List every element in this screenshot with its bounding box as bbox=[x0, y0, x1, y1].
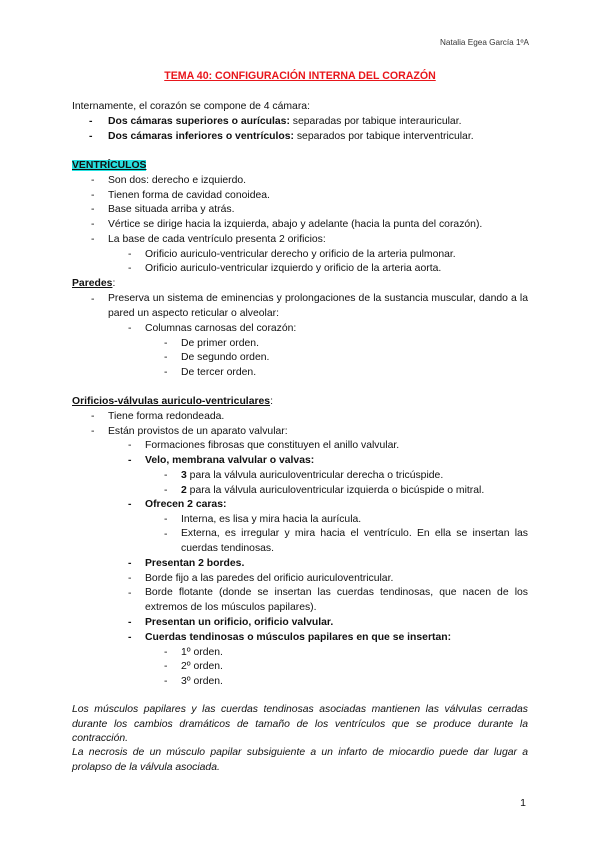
list-subitem: Orificio auriculo-ventricular derecho y orificio de la arteria pulmonar. bbox=[145, 249, 456, 260]
list-item: Tiene forma redondeada. bbox=[108, 411, 225, 422]
order-item: Interna, es lisa y mira hacia la aurícula. bbox=[181, 514, 362, 525]
dash: - bbox=[128, 573, 132, 584]
page-number: 1 bbox=[520, 797, 526, 809]
order-item: 3 para la válvula auriculoventricular derecha o tricúspide. bbox=[181, 470, 444, 481]
list-item: Tienen forma de cavidad conoidea. bbox=[108, 190, 270, 201]
dash: - bbox=[91, 426, 95, 437]
list-item: Dos cámaras inferiores o ventrículos: separados por tabique interventricular. bbox=[108, 131, 474, 142]
list-item: Son dos: derecho e izquierdo. bbox=[108, 175, 247, 186]
list-item: Base situada arriba y atrás. bbox=[108, 204, 235, 215]
order-item: Externa, es irregular y mira hacia el ventrículo. En ella se insertan las cuerdas tendinosas. bbox=[181, 528, 528, 554]
dash: - bbox=[164, 485, 168, 496]
dash: - bbox=[164, 338, 168, 349]
page-title: TEMA 40: CONFIGURACIÓN INTERNA DEL CORAZÓN bbox=[164, 70, 436, 82]
author-header: Natalia Egea García 1ºA bbox=[439, 38, 529, 47]
dash: - bbox=[164, 647, 168, 658]
dash: - bbox=[164, 661, 168, 672]
closing-paragraph-2: La necrosis de un músculo papilar subsiguiente a un infarto de miocardio puede dar lugar a prolapso de la válvula asociada. bbox=[72, 747, 528, 773]
dash: - bbox=[91, 294, 95, 305]
order-item: 1º orden. bbox=[181, 647, 223, 658]
dash: - bbox=[128, 440, 132, 451]
order-item: 2 para la válvula auriculoventricular izquierda o bicúspide o mitral. bbox=[181, 485, 485, 496]
order-item: De segundo orden. bbox=[181, 352, 270, 363]
dash: - bbox=[128, 263, 132, 274]
dash: - bbox=[128, 249, 132, 260]
dash: - bbox=[164, 676, 168, 687]
list-subitem: Borde fijo a las paredes del orificio auriculoventricular. bbox=[145, 573, 394, 584]
list-subitem: Presentan un orificio, orificio valvular. bbox=[145, 617, 334, 628]
dash: - bbox=[164, 352, 168, 363]
dash: - bbox=[128, 323, 132, 334]
dash: - bbox=[128, 588, 132, 599]
list-item: La base de cada ventrículo presenta 2 orificios: bbox=[108, 234, 326, 245]
section-heading-orificios: Orificios-válvulas auriculo-ventriculares: bbox=[72, 396, 273, 407]
section-heading-paredes: Paredes: bbox=[72, 278, 116, 289]
list-subitem: Cuerdas tendinosas o músculos papilares en que se insertan: bbox=[145, 632, 452, 643]
intro-text: Internamente, el corazón se compone de 4 cámara: bbox=[72, 101, 310, 112]
paredes-item: Preserva un sistema de eminencias y prolongaciones de la sustancia muscular, dando a la pared un aspecto reticular o alveolar: bbox=[108, 293, 528, 319]
dash: - bbox=[91, 219, 95, 230]
list-subitem: Formaciones fibrosas que constituyen el anillo valvular. bbox=[145, 440, 400, 451]
dash: - bbox=[128, 455, 132, 466]
order-item: De tercer orden. bbox=[181, 367, 257, 378]
closing-paragraph-1: Los músculos papilares y las cuerdas tendinosas asociadas mantienen las válvulas cerradas durante los cambios dramáticos de tamaño de los ventrículos que se produce durante la contracción. bbox=[72, 704, 528, 744]
dash: - bbox=[91, 175, 95, 186]
dash: - bbox=[89, 116, 93, 127]
dash: - bbox=[128, 617, 132, 628]
dash: - bbox=[91, 411, 95, 422]
list-subitem: Orificio auriculo-ventricular izquierdo y orificio de la arteria aorta. bbox=[145, 263, 442, 274]
dash: - bbox=[164, 529, 168, 540]
dash: - bbox=[91, 190, 95, 201]
dash: - bbox=[89, 131, 93, 142]
order-item: 3º orden. bbox=[181, 676, 223, 687]
list-subitem: Columnas carnosas del corazón: bbox=[145, 323, 297, 334]
list-subitem: Velo, membrana valvular o valvas: bbox=[145, 455, 315, 466]
section-heading-ventriculos: VENTRÍCULOS bbox=[72, 160, 147, 171]
order-item: De primer orden. bbox=[181, 338, 259, 349]
dash: - bbox=[164, 470, 168, 481]
dash: - bbox=[91, 234, 95, 245]
dash: - bbox=[128, 558, 132, 569]
list-subitem: Ofrecen 2 caras: bbox=[145, 499, 227, 510]
dash: - bbox=[128, 499, 132, 510]
list-item: Dos cámaras superiores o aurículas: separadas por tabique interauricular. bbox=[108, 116, 462, 127]
dash: - bbox=[164, 514, 168, 525]
list-item: Están provistos de un aparato valvular: bbox=[108, 426, 288, 437]
list-item: Vértice se dirige hacia la izquierda, abajo y adelante (hacia la punta del corazón). bbox=[108, 219, 483, 230]
dash: - bbox=[91, 204, 95, 215]
list-subitem: Presentan 2 bordes. bbox=[145, 558, 245, 569]
dash: - bbox=[164, 367, 168, 378]
order-item: 2º orden. bbox=[181, 661, 223, 672]
list-subitem: Borde flotante (donde se insertan las cuerdas tendinosas, que nacen de los extremos de los músculos papilares). bbox=[145, 587, 528, 613]
dash: - bbox=[128, 632, 132, 643]
